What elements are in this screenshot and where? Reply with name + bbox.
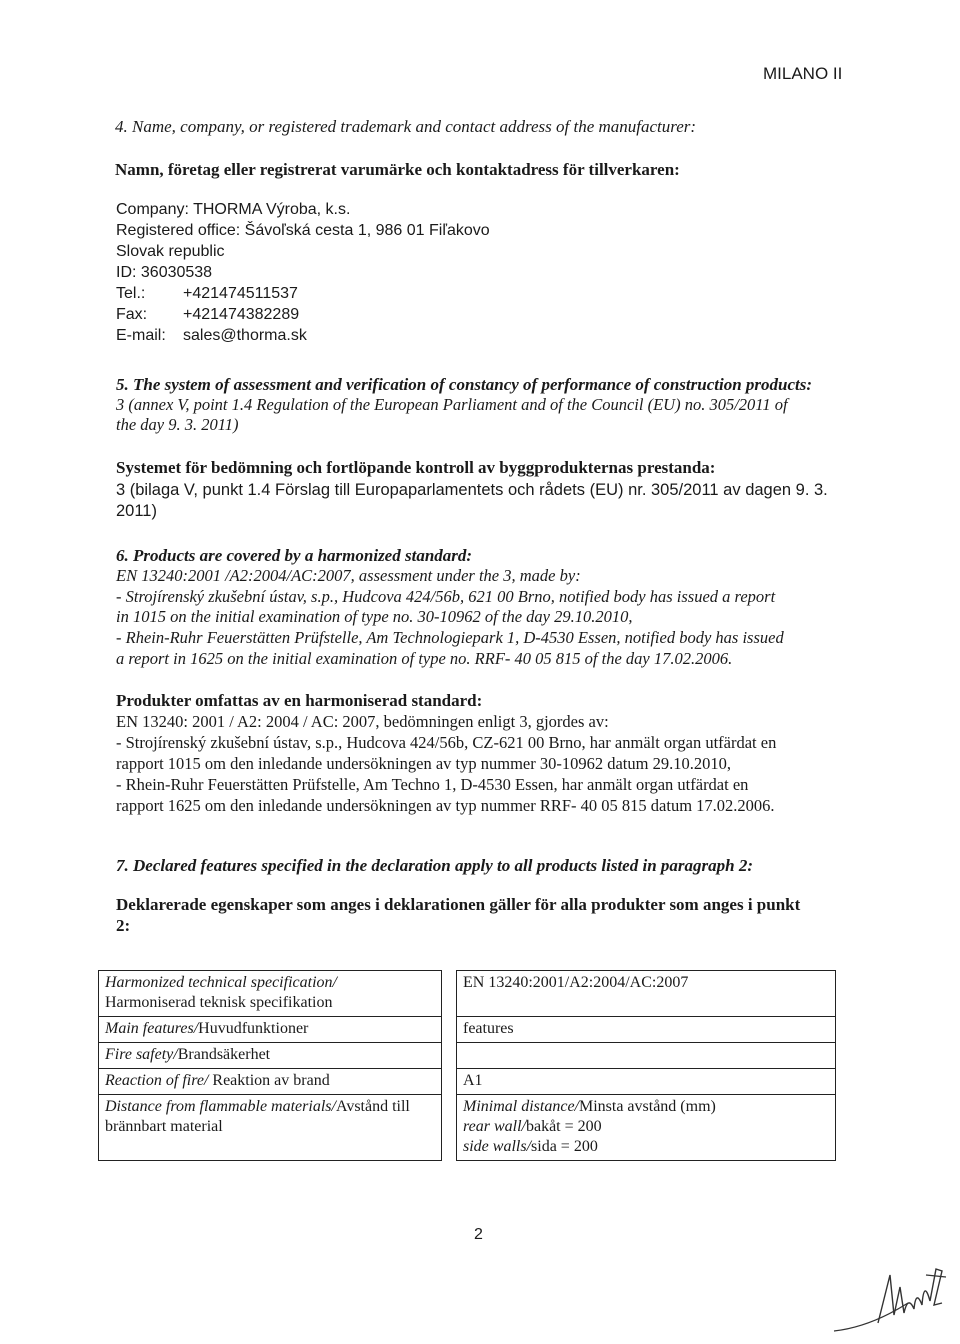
section-6-en-line: - Rhein-Ruhr Feuerstätten Prüfstelle, Am Technologiepark 1, D-4530 Essen, notified body has issued <box>116 628 784 647</box>
spec-value: features <box>463 1020 514 1037</box>
document-model-name: MILANO II <box>763 64 843 83</box>
spec-label-sv: Reaktion av brand <box>208 1072 330 1089</box>
section-5-body-en-line-1: 3 (annex V, point 1.4 Regulation of the European Parliament and of the Council (EU) no. 305/2011 of <box>116 395 788 414</box>
section-6-sv-line: EN 13240: 2001 / A2: 2004 / AC: 2007, bedömningen enligt 3, gjordes av: <box>116 712 609 731</box>
section-6-heading-en: 6. Products are covered by a harmonized standard: <box>116 546 473 565</box>
section-6-en-line: in 1015 on the initial examination of type no. 30-10962 of the day 29.10.2010, <box>116 607 633 626</box>
section-5-body-sv-line-2: 2011) <box>116 502 157 520</box>
country-line: Slovak republic <box>116 243 225 260</box>
table-cell <box>457 1043 836 1069</box>
section-6-sv-line: - Rhein-Ruhr Feuerstätten Prüfstelle, Am Techno 1, D-4530 Essen, har anmält organ utfärdat en <box>116 775 749 794</box>
table-cell <box>99 971 442 1017</box>
section-6-en-line: - Strojírenský zkušební ústav, s.p., Hudcova 424/56b, 621 00 Brno, notified body has issued a report <box>116 587 776 606</box>
section-5-body-en-line-2: the day 9. 3. 2011) <box>116 415 239 434</box>
spec-value-en: rear wall/ <box>463 1118 526 1135</box>
section-7-heading-en: 7. Declared features specified in the declaration apply to all products listed in paragraph 2: <box>116 856 754 875</box>
declared-features-table <box>98 970 836 1161</box>
section-5-heading-sv: Systemet för bedömning och fortlöpande kontroll av byggprodukternas prestanda: <box>116 458 716 477</box>
table-cell <box>99 1095 442 1161</box>
table-row <box>99 1095 836 1161</box>
fax-value: +421474382289 <box>183 306 300 323</box>
section-4-heading-en: 4. Name, company, or registered trademark and contact address of the manufacturer: <box>115 117 697 136</box>
table-row <box>99 1017 836 1043</box>
section-6-sv-line: rapport 1625 om den inledande undersökningen av typ nummer RRF- 40 05 815 datum 17.02.2006. <box>116 796 775 815</box>
spec-label-en: Distance from flammable materials/ <box>105 1098 336 1115</box>
section-6-sv-line: rapport 1015 om den inledande undersökningen av typ nummer 30-10962 datum 29.10.2010, <box>116 754 731 773</box>
section-4-heading-sv: Namn, företag eller registrerat varumärke och kontaktadress för tillverkaren: <box>115 160 680 179</box>
spec-value: EN 13240:2001/A2:2004/AC:2007 <box>463 974 689 991</box>
spec-label-sv: Huvudfunktioner <box>198 1020 309 1037</box>
table-gap <box>442 1043 457 1069</box>
spec-label-sv: Avstånd till <box>335 1098 410 1115</box>
tel-label: Tel.: <box>116 285 146 302</box>
spec-value-en: side walls/ <box>463 1138 532 1155</box>
table-cell <box>457 1069 836 1095</box>
registered-office-line: Registered office: Šávoľská cesta 1, 986 01 Fiľakovo <box>116 222 490 239</box>
table-cell <box>99 1017 442 1043</box>
spec-label-sv: Harmoniserad teknisk specifikation <box>105 994 333 1011</box>
table-row <box>99 971 836 1017</box>
table-cell <box>457 1095 836 1161</box>
spec-value: A1 <box>463 1072 483 1089</box>
email-value[interactable]: sales@thorma.sk <box>183 327 307 344</box>
spec-value-sv: bakåt = 200 <box>525 1118 602 1135</box>
section-5-heading-en: 5. The system of assessment and verification of constancy of performance of construction products: <box>116 375 813 394</box>
spec-label-en: Fire safety/ <box>105 1046 178 1063</box>
company-line: Company: THORMA Výroba, k.s. <box>116 201 351 218</box>
company-id-line: ID: 36030538 <box>116 264 213 281</box>
spec-label-sv: brännbart material <box>105 1118 223 1135</box>
spec-label-sv: Brandsäkerhet <box>177 1046 271 1063</box>
table-gap <box>442 971 457 1017</box>
section-7-heading-sv-line-1: Deklarerade egenskaper som anges i deklarationen gäller för alla produkter som anges i punkt <box>116 895 801 914</box>
section-6-en-line: a report in 1625 on the initial examination of type no. RRF- 40 05 815 of the day 17.02.2006. <box>116 649 733 668</box>
section-7-heading-sv-line-2: 2: <box>116 916 131 935</box>
email-label: E-mail: <box>116 327 166 344</box>
section-5-body-sv-line-1: 3 (bilaga V, punkt 1.4 Förslag till Europaparlamentets och rådets (EU) nr. 305/2011 av dagen 9. 3. <box>116 481 828 499</box>
spec-value-sv: Minsta avstånd (mm) <box>578 1098 716 1115</box>
table-row <box>99 1069 836 1095</box>
table-gap <box>442 1017 457 1043</box>
spec-value-en: Minimal distance/ <box>463 1098 579 1115</box>
page-number: 2 <box>474 1226 483 1243</box>
spec-label-en: Main features/ <box>105 1020 199 1037</box>
section-6-sv-line: - Strojírenský zkušební ústav, s.p., Hudcova 424/56b, CZ-621 00 Brno, har anmält organ utfärdat en <box>116 733 777 752</box>
table-cell <box>99 1069 442 1095</box>
table-row <box>99 1043 836 1069</box>
tel-value: +421474511537 <box>183 285 298 302</box>
table-cell <box>99 1043 442 1069</box>
table-cell <box>457 971 836 1017</box>
section-6-en-line: EN 13240:2001 /A2:2004/AC:2007, assessment under the 3, made by: <box>116 566 581 585</box>
table-gap <box>442 1095 457 1161</box>
spec-label-en: Reaction of fire/ <box>105 1072 209 1089</box>
spec-value-sv: sida = 200 <box>531 1138 598 1155</box>
fax-label: Fax: <box>116 306 148 323</box>
table-cell <box>457 1017 836 1043</box>
table-gap <box>442 1069 457 1095</box>
section-6-heading-sv: Produkter omfattas av en harmoniserad standard: <box>116 691 483 710</box>
spec-label-en: Harmonized technical specification/ <box>105 974 337 991</box>
signature-image <box>830 1265 950 1335</box>
